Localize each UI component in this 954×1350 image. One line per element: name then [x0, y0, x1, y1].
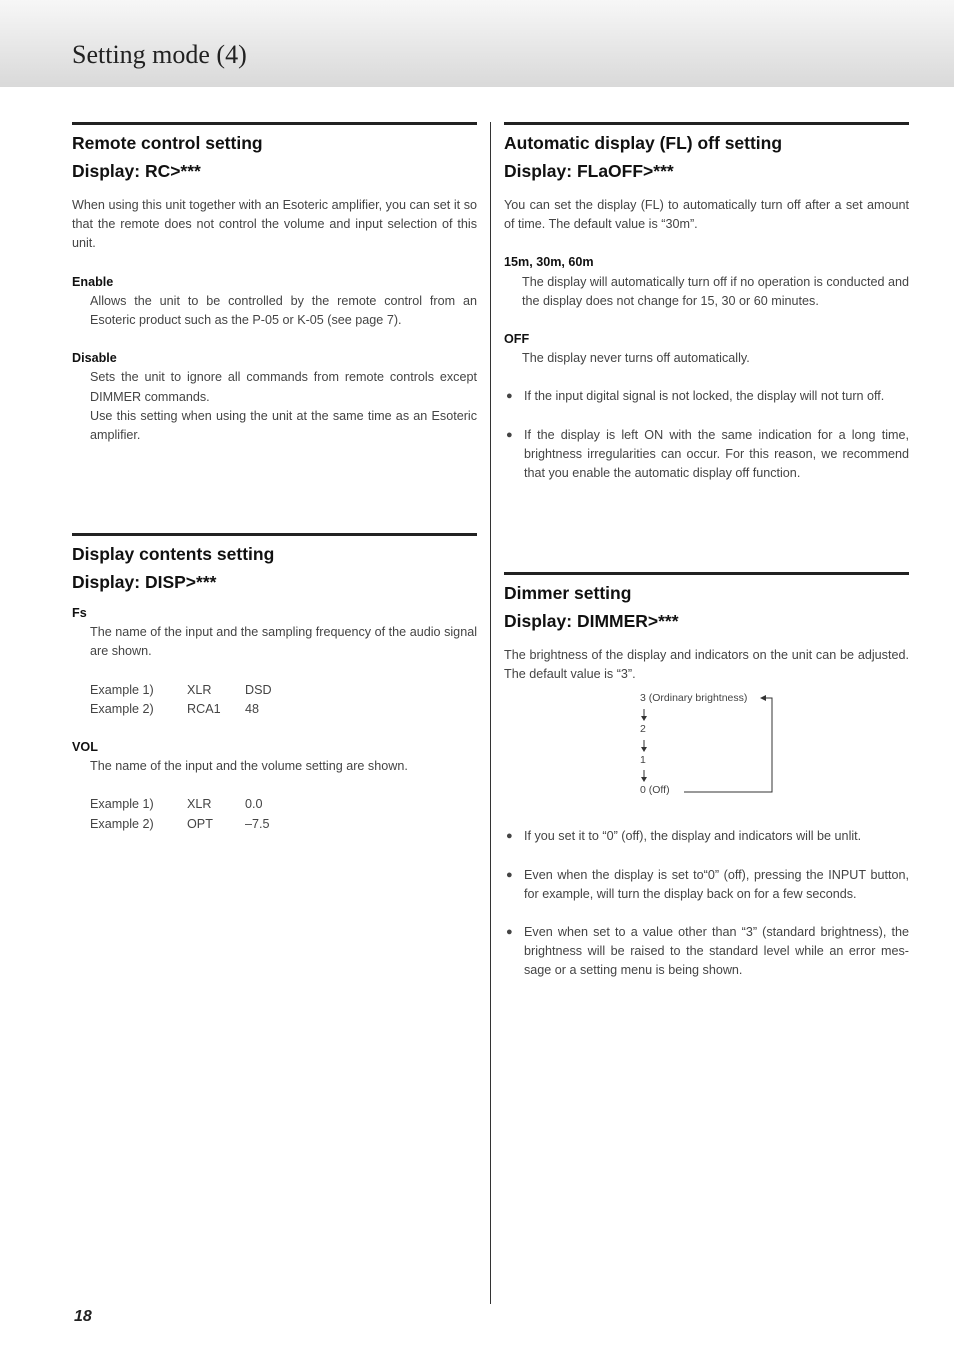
- section-rule: [504, 122, 909, 125]
- note-text: If you set it to “0” (off), the display and indicators will be unlit.: [524, 829, 862, 844]
- example-input: XLR: [187, 797, 212, 812]
- section-intro: You can set the display (FL) to automatically turn off after a set amount of time. The default value is “30m”.: [504, 198, 909, 232]
- example-input: XLR: [187, 682, 212, 697]
- option-text-enable: Allows the unit to be controlled by the remote control from an Esoteric product such as the P-05 or K-05 (see page 7).: [90, 293, 477, 328]
- section-display-code: Display: DIMMER>***: [504, 611, 679, 631]
- option-label-disable: Disable: [72, 351, 117, 366]
- example-input: OPT: [187, 816, 213, 831]
- remote-control-section: [72, 122, 477, 445]
- example-label: Example 2): [90, 701, 154, 716]
- bullet-icon: ●: [506, 868, 513, 881]
- note-bullet: [504, 426, 909, 484]
- column-divider: [490, 122, 491, 1304]
- section-display-code: Display: RC>***: [72, 161, 201, 181]
- option-text-vol: The name of the input and the volume setting are shown.: [90, 759, 408, 774]
- bullet-icon: ●: [506, 428, 513, 441]
- option-label-off: OFF: [504, 332, 530, 347]
- section-display-code: Display: DISP>***: [72, 572, 217, 592]
- section-display-code: Display: FLaOFF>***: [504, 161, 674, 181]
- example-value: –7.5: [245, 816, 270, 831]
- dimmer-level: 1: [640, 754, 646, 767]
- example-row: [72, 795, 477, 814]
- note-bullet: [504, 866, 909, 904]
- note-text: Even when the display is set to“0” (off), pressing the INPUT button, for example, will turn the display back on for a few seconds.: [524, 867, 909, 901]
- section-rule: [504, 572, 909, 575]
- example-value: DSD: [245, 682, 272, 697]
- bullet-icon: ●: [506, 390, 513, 403]
- dimmer-level: 0 (Off): [640, 784, 670, 797]
- example-row: [72, 815, 477, 834]
- page-number: 18: [74, 1308, 92, 1325]
- section-intro: The brightness of the display and indicators on the unit can be adjusted. The default value is “3”.: [504, 648, 909, 682]
- example-input: RCA1: [187, 701, 221, 716]
- example-label: Example 1): [90, 682, 154, 697]
- example-label: Example 1): [90, 797, 154, 812]
- option-text-disable: Sets the unit to ignore all commands from remote controls except DIMMER commands.: [90, 370, 477, 404]
- example-value: 48: [245, 701, 260, 716]
- page-header: [0, 0, 954, 87]
- option-text-fs: The name of the input and the sampling frequency of the audio signal are shown.: [90, 625, 477, 659]
- example-label: Example 2): [90, 816, 154, 831]
- dimmer-cycle-diagram: [504, 692, 909, 817]
- example-row: [72, 700, 477, 719]
- note-text: If the display is left ON with the same indication for a long time, brightness irregularities can occur. For this reason, we recommend that you enable the automatic display off function.: [524, 427, 909, 481]
- section-rule: [72, 122, 477, 125]
- note-text: Even when set to a value other than “3” (standard brightness), the brightness will be raised to the standard level while an error mes-sage or a setting menu is being shown.: [524, 925, 909, 978]
- dimmer-level: 2: [640, 723, 646, 736]
- section-title: Automatic display (FL) off setting: [504, 133, 783, 153]
- note-bullet: [504, 827, 909, 846]
- option-text-disable-note: Use this setting when using the unit at the same time as an Esoteric amplifier.: [90, 408, 477, 443]
- section-title: Dimmer setting: [504, 583, 632, 603]
- option-label-enable: Enable: [72, 274, 114, 289]
- option-text-times: The display will automatically turn off if no operation is conducted and the display does not change for 15, 30 or 60 minutes.: [522, 274, 909, 308]
- page-title: Setting mode (4): [72, 40, 247, 69]
- note-bullet: [504, 923, 909, 981]
- auto-display-off-section: [504, 122, 909, 483]
- option-label-fs: Fs: [72, 606, 87, 620]
- display-contents-section: [72, 533, 477, 834]
- section-title: Display contents setting: [72, 544, 275, 564]
- dimmer-level: 3 (Ordinary brightness): [640, 692, 748, 705]
- section-rule: [72, 533, 477, 536]
- section-title: Remote control setting: [72, 133, 263, 153]
- option-label-times: 15m, 30m, 60m: [504, 255, 594, 270]
- example-row: [72, 681, 477, 700]
- note-text: If the input digital signal is not locked, the display will not turn off.: [524, 389, 885, 404]
- example-value: 0.0: [245, 797, 263, 812]
- section-intro: When using this unit together with an Esoteric amplifier, you can set it so that the remote does not control the volume and input selection of this unit.: [72, 198, 477, 251]
- dimmer-section: [504, 572, 909, 981]
- bullet-icon: ●: [506, 926, 513, 939]
- option-text-off: The display never turns off automatically.: [522, 351, 750, 366]
- bullet-icon: ●: [506, 830, 513, 843]
- note-bullet: [504, 387, 909, 406]
- cycle-arrows: [504, 692, 909, 817]
- option-label-vol: VOL: [72, 740, 98, 755]
